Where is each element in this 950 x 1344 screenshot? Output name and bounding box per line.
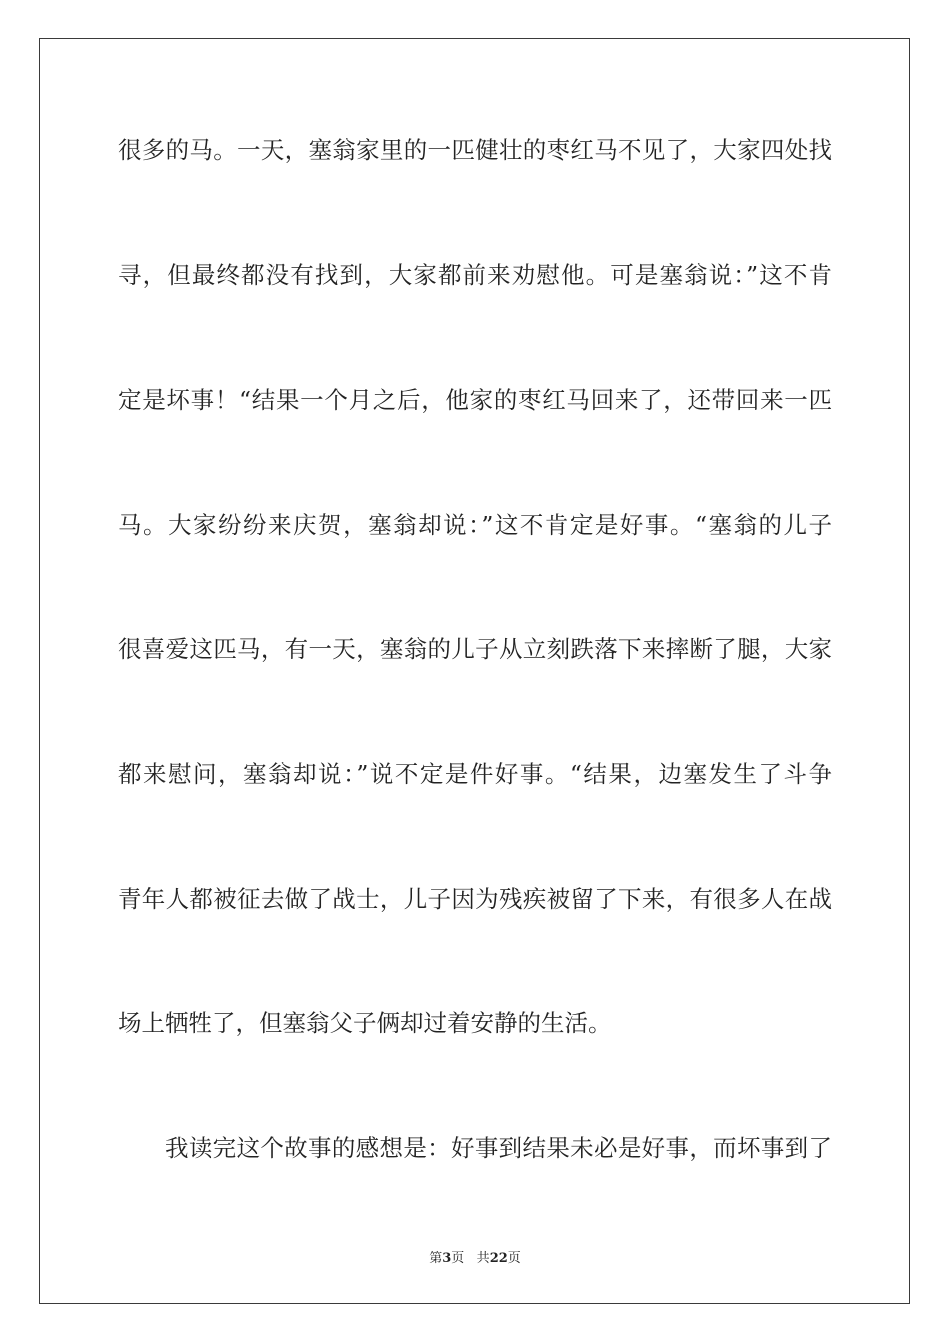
footer-total-pages: 22 [489, 1251, 508, 1266]
page-border [39, 38, 910, 1304]
footer-total-suffix: 页 [507, 1251, 521, 1266]
body-line-4: 马。大家纷纷来庆贺，塞翁却说：”这不肯定是好事。“塞翁的儿子 [118, 511, 832, 539]
footer-page-prefix: 第 [429, 1251, 443, 1266]
body-line-8: 场上牺牲了，但塞翁父子俩却过着安静的生活。 [118, 1009, 612, 1037]
page-footer [0, 1247, 950, 1266]
body-line-9: 我读完这个故事的感想是：好事到结果未必是好事，而坏事到了 [165, 1134, 832, 1162]
footer-page-number: 3 [442, 1251, 452, 1266]
footer-total-prefix: 共 [476, 1251, 490, 1266]
body-line-7: 青年人都被征去做了战士，儿子因为残疾被留了下来，有很多人在战 [118, 885, 832, 913]
body-line-2: 寻，但最终都没有找到，大家都前来劝慰他。可是塞翁说：”这不肯 [118, 261, 832, 289]
body-line-3: 定是坏事！“结果一个月之后，他家的枣红马回来了，还带回来一匹 [118, 386, 832, 414]
footer-page-suffix: 页 [451, 1251, 465, 1266]
body-line-1: 很多的马。一天，塞翁家里的一匹健壮的枣红马不见了，大家四处找 [118, 136, 832, 164]
body-line-6: 都来慰问，塞翁却说：”说不定是件好事。“结果，边塞发生了斗争 [118, 760, 832, 788]
body-line-5: 很喜爱这匹马，有一天，塞翁的儿子从立刻跌落下来摔断了腿，大家 [118, 635, 832, 663]
